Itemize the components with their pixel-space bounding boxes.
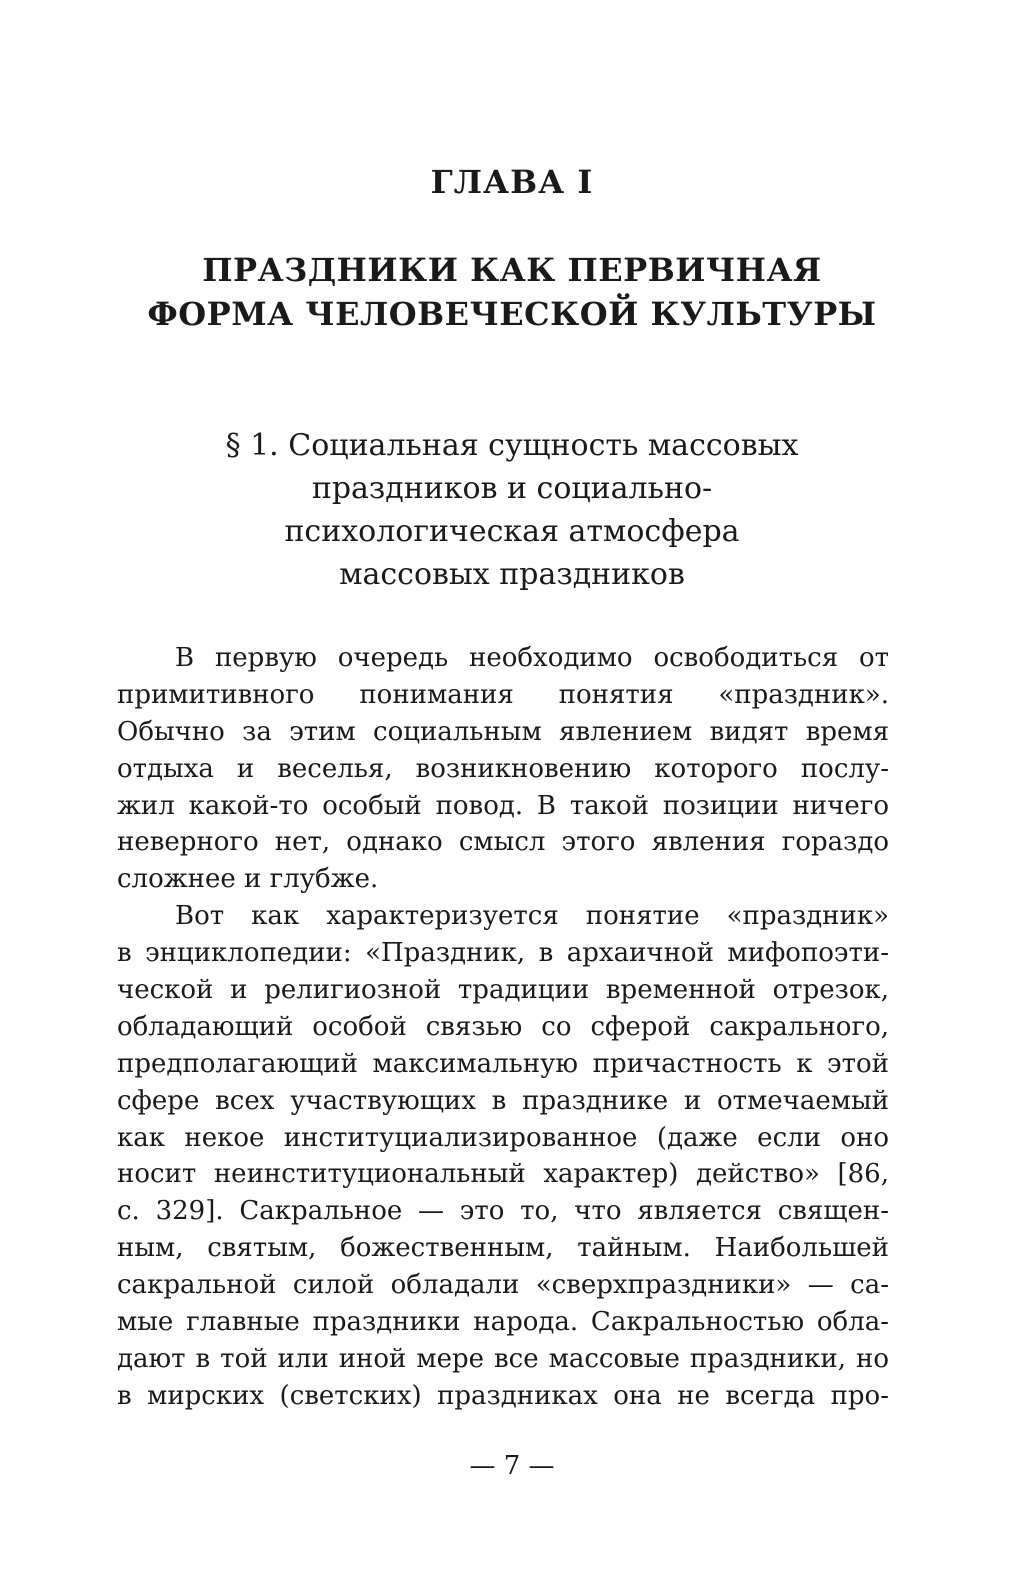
chapter-title-line: ФОРМА ЧЕЛОВЕЧЕСКОЙ КУЛЬТУРЫ — [147, 295, 877, 333]
paragraph-line: дают в той или иной мере все массовые праздники, но — [117, 1343, 889, 1374]
chapter-title — [0, 248, 1024, 336]
paragraph-line: носит неинституциональный характер) действо» [86, — [117, 1159, 889, 1190]
chapter-label: ГЛАВА I — [430, 163, 594, 201]
paragraph-line: Вот как характеризуется понятие «праздник» — [175, 901, 889, 932]
section-title-line: § 1. Социальная сущность массовых — [225, 428, 799, 463]
chapter-title-line: ПРАЗДНИКИ КАК ПЕРВИЧНАЯ — [202, 251, 822, 289]
paragraph-line: как некое институциализированное (даже если оно — [117, 1122, 889, 1153]
paragraph-line: в энциклопедии: «Праздник, в архаичной мифопоэти- — [117, 938, 889, 969]
paragraph-line: обладающий особой связью со сферой сакрального, — [117, 1011, 889, 1042]
paragraph-line: мые главные праздники народа. Сакральностью обла- — [117, 1307, 889, 1338]
section-title-line: массовых праздников — [339, 557, 685, 592]
section-title-line: праздников и социально- — [311, 471, 713, 506]
paragraph-line: жил какой-то особый повод. В такой позиции ничего — [117, 790, 889, 821]
paragraph-line: примитивного понимания понятия «праздник». — [117, 679, 889, 710]
paragraph-line: сложнее и глубже. — [117, 864, 379, 895]
paragraph-line: сфере всех участвующих в празднике и отмечаемый — [117, 1085, 889, 1116]
paragraph-line: в мирских (светских) праздниках она не всегда про- — [117, 1380, 889, 1411]
paragraph-line: с. 329]. Сакральное — это то, что является священ- — [117, 1196, 889, 1227]
body-text — [117, 640, 889, 1415]
section-title-line: психологическая атмосфера — [284, 514, 740, 549]
paragraph-line: отдыха и веселья, возникновению которого послу- — [117, 753, 889, 784]
section-title — [0, 424, 1024, 596]
paragraph-line: В первую очередь необходимо освободиться от — [175, 643, 889, 673]
paragraph-line: Обычно за этим социальным явлением видят время — [117, 716, 889, 747]
paragraph-line: ческой и религиозной традиции временной отрезок, — [117, 975, 889, 1006]
paragraph-line: сакральной силой обладали «сверхпраздники» — са- — [117, 1270, 889, 1301]
page-number: — 7 — — [469, 1451, 555, 1481]
paragraph-line: неверного нет, однако смысл этого явления гораздо — [117, 827, 889, 858]
paragraph-line: ным, святым, божественным, тайным. Наибольшей — [117, 1233, 889, 1264]
paragraph-line: предполагающий максимальную причастность к этой — [117, 1048, 889, 1079]
